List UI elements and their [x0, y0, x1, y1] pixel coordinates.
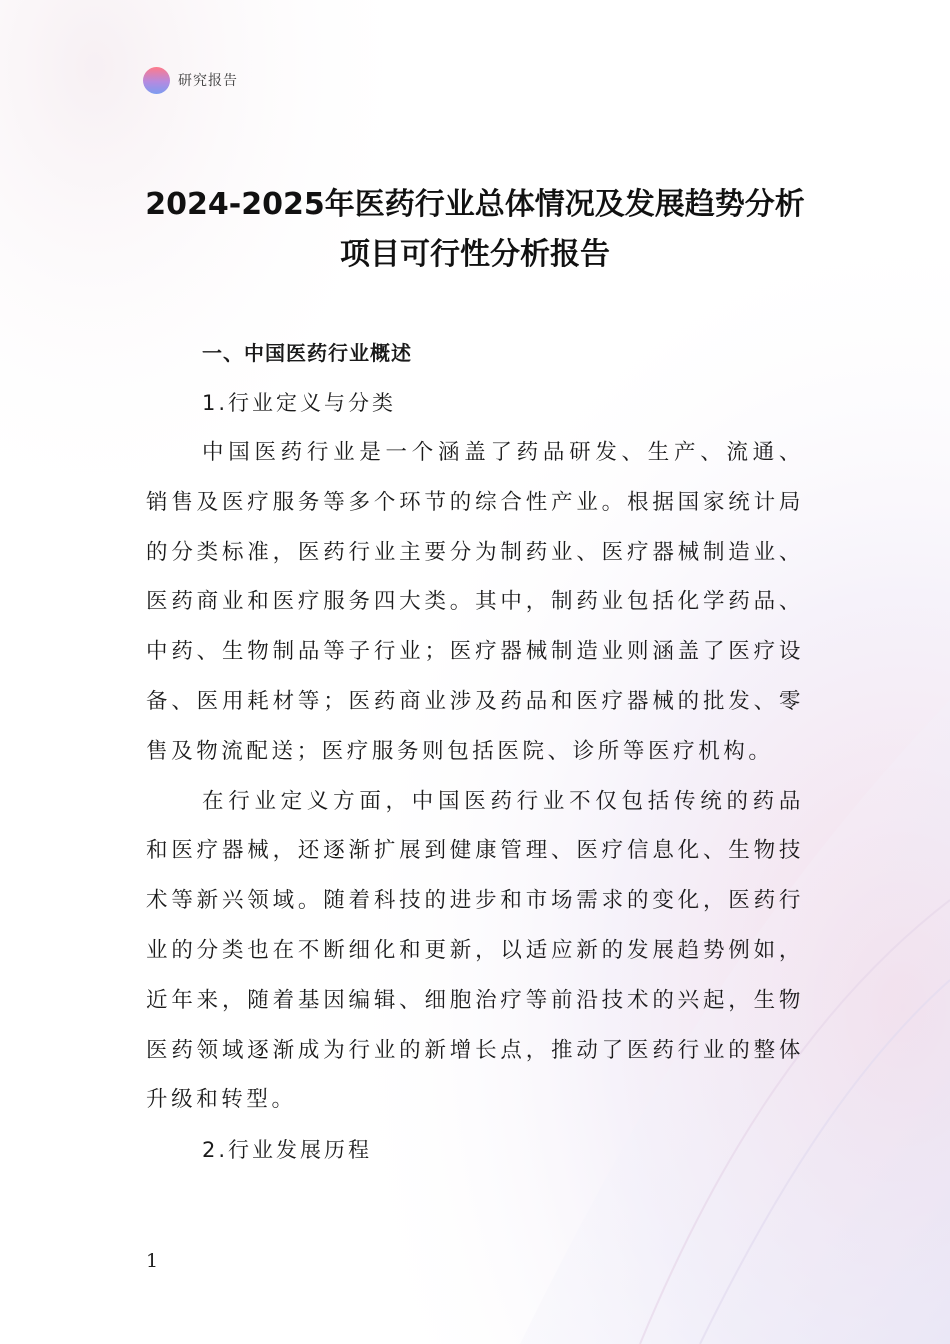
- subsection-heading: 1.行业定义与分类: [202, 391, 397, 415]
- title-line-1: 2024-2025年医药行业总体情况及发展趋势分析: [145, 187, 805, 222]
- logo-circle-icon: [143, 67, 170, 94]
- subsection-heading: 2.行业发展历程: [202, 1138, 373, 1163]
- paragraph: 在行业定义方面，中国医药行业不仅包括传统的药品和医疗器械，还逐渐扩展到健康管理、医疗信息化、生物技术等新兴领域。随着科技的进步和市场需求的变化，医药行业的分类也在不断细化和更新，以适应新的发展趋势例如，近年来，随着基因编辑、细胞治疗等前沿技术的兴起，生物医药领域逐渐成为行业的新增长点，推动了医药行业的整体升级和转型。: [146, 788, 804, 1113]
- page-number: 1: [146, 1250, 159, 1272]
- document-title: [100, 180, 850, 280]
- paragraph: 中国医药行业是一个涵盖了药品研发、生产、流通、销售及医疗服务等多个环节的综合性产业。根据国家统计局的分类标准，医药行业主要分为制药业、医疗器械制造业、医药商业和医疗服务四大类。其中，制药业包括化学药品、中药、生物制品等子行业；医疗器械制造业则涵盖了医疗设备、医用耗材等；医药商业涉及药品和医疗器械的批发、零售及物流配送；医疗服务则包括医院、诊所等医疗机构。: [146, 440, 804, 764]
- header: [143, 66, 238, 94]
- header-label: 研究报告: [178, 73, 238, 89]
- document-body: [146, 328, 804, 1175]
- section-heading: 一、中国医药行业概述: [202, 341, 412, 365]
- title-line-2: 项目可行性分析报告: [340, 237, 610, 272]
